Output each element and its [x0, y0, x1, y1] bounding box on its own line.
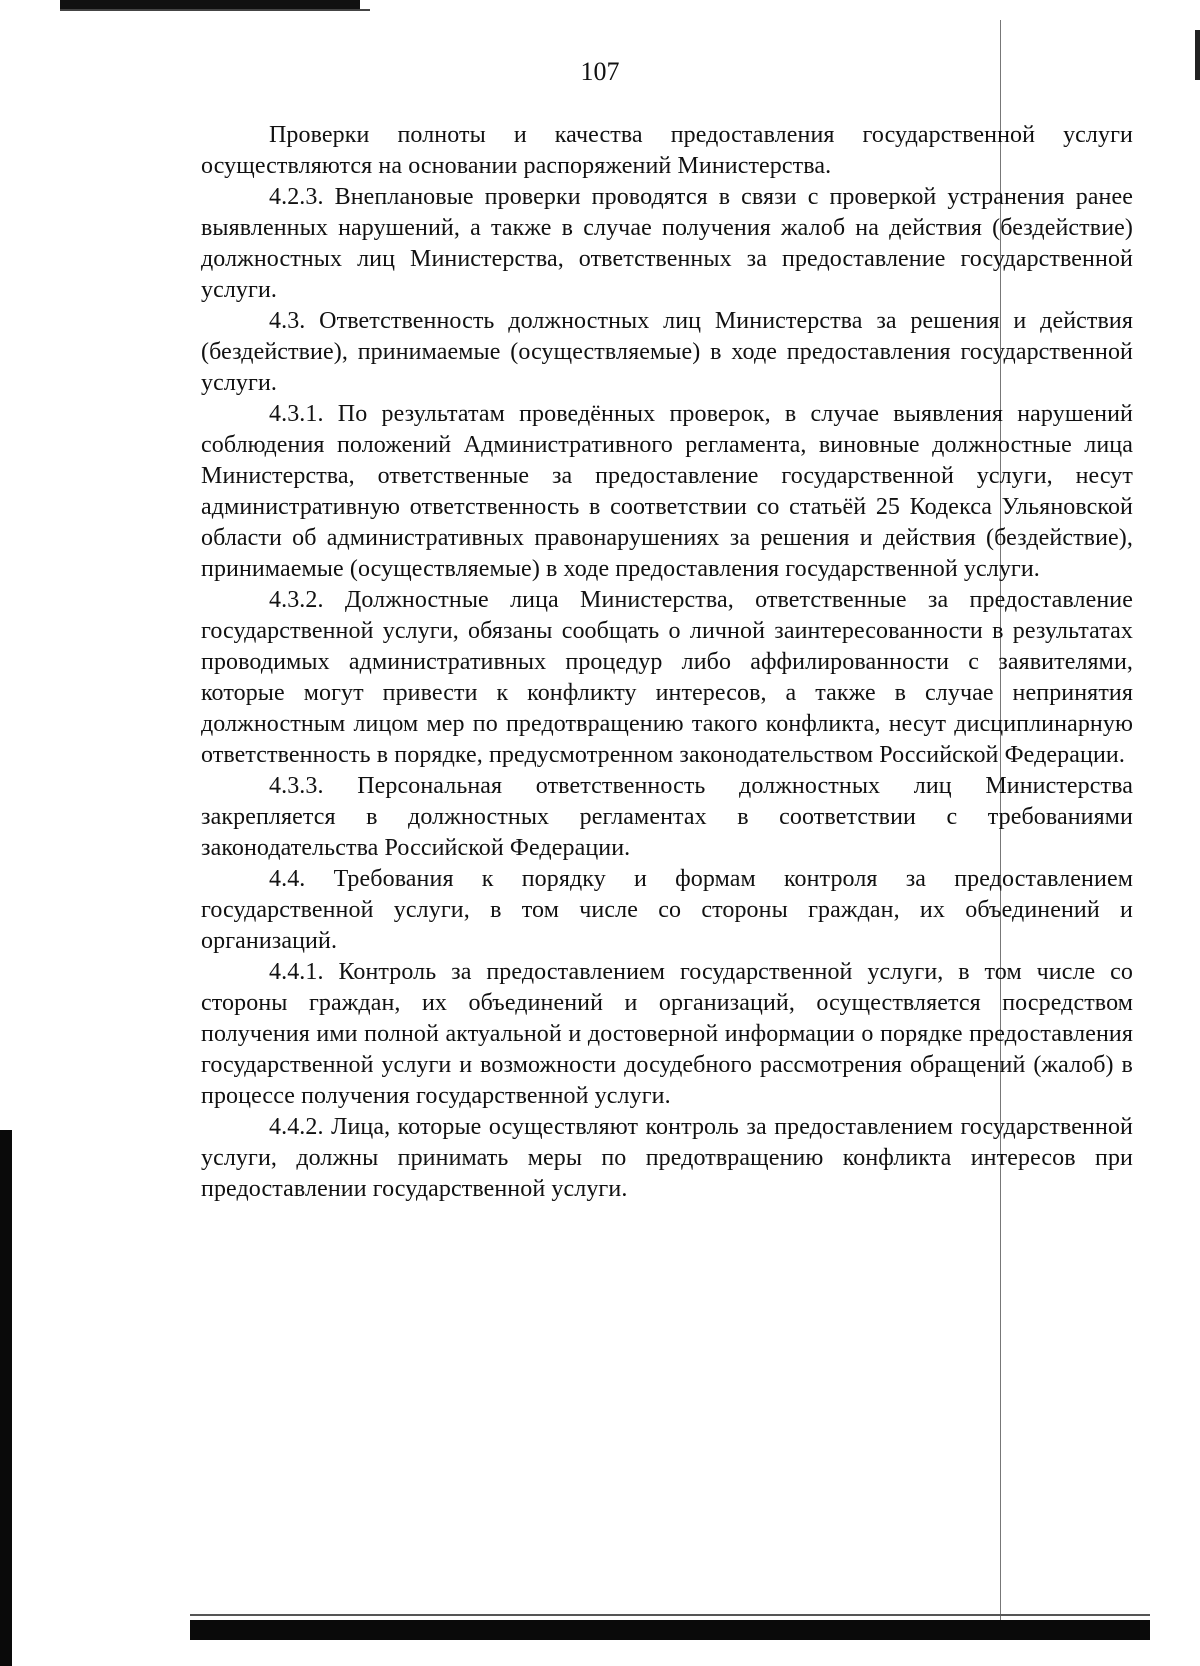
scan-edge-top [60, 0, 360, 9]
paragraph-4-3: 4.3. Ответственность должностных лиц Министерства за решения и действия (бездействие), принимаемые (осуществляемые) в ходе предоставления государственной услуги. [201, 308, 1133, 396]
page-number: 107 [580, 57, 620, 86]
scan-edge-left [0, 1130, 12, 1666]
scan-edge-top-line [60, 9, 370, 11]
scan-edge-bottom [190, 1620, 1150, 1640]
paragraph-4-3-3: 4.3.3. Персональная ответственность должностных лиц Министерства закрепляется в должностных регламентах в соответствии с требованиями законодательства Российской Федерации. [201, 773, 1133, 861]
paragraph-4-4-1: 4.4.1. Контроль за предоставлением государственной услуги, в том числе со стороны граждан, их объединений и организаций, осуществляется посредством получения ими полной актуальной и достоверной информации о порядке предоставления государственной услуги и возможности досудебного рассмотрения обращений (жалоб) в процессе получения государственной услуги. [201, 959, 1133, 1109]
paragraph-4-3-1: 4.3.1. По результатам проведённых проверок, в случае выявления нарушений соблюдения положений Административного регламента, виновные должностные лица Министерства, ответственные за предоставление государственной услуги, несут административную ответственность в соответствии со статьёй 25 Кодекса Ульяновской области об административных правонарушениях за решения и действия (бездействие), принимаемые (осуществляемые) в ходе предоставления государственной услуги. [201, 401, 1133, 582]
paragraph-4-4: 4.4. Требования к порядку и формам контроля за предоставлением государственной услуги, в том числе со стороны граждан, их объединений и организаций. [201, 866, 1133, 954]
document-body [201, 120, 1133, 1205]
paragraph-4-2-3: 4.2.3. Внеплановые проверки проводятся в связи с проверкой устранения ранее выявленных нарушений, а также в случае получения жалоб на действия (бездействие) должностных лиц Министерства, ответственных за предоставление государственной услуги. [201, 184, 1133, 303]
paragraph-4-4-2: 4.4.2. Лица, которые осуществляют контроль за предоставлением государственной услуги, должны принимать меры по предотвращению конфликта интересов при предоставлении государственной услуги. [201, 1114, 1133, 1202]
scan-edge-bottom-line [190, 1614, 1150, 1616]
paragraph-inspection-orders: Проверки полноты и качества предоставления государственной услуги осуществляются на основании распоряжений Министерства. [201, 122, 1133, 179]
paragraph-4-3-2: 4.3.2. Должностные лица Министерства, ответственные за предоставление государственной услуги, обязаны сообщать о личной заинтересованности в результатах проводимых административных процедур либо аффилированности с заявителями, которые могут привести к конфликту интересов, а также в случае непринятия должностным лицом мер по предотвращению такого конфликта, несут дисциплинарную ответственность в порядке, предусмотренном законодательством Российской Федерации. [201, 587, 1133, 768]
